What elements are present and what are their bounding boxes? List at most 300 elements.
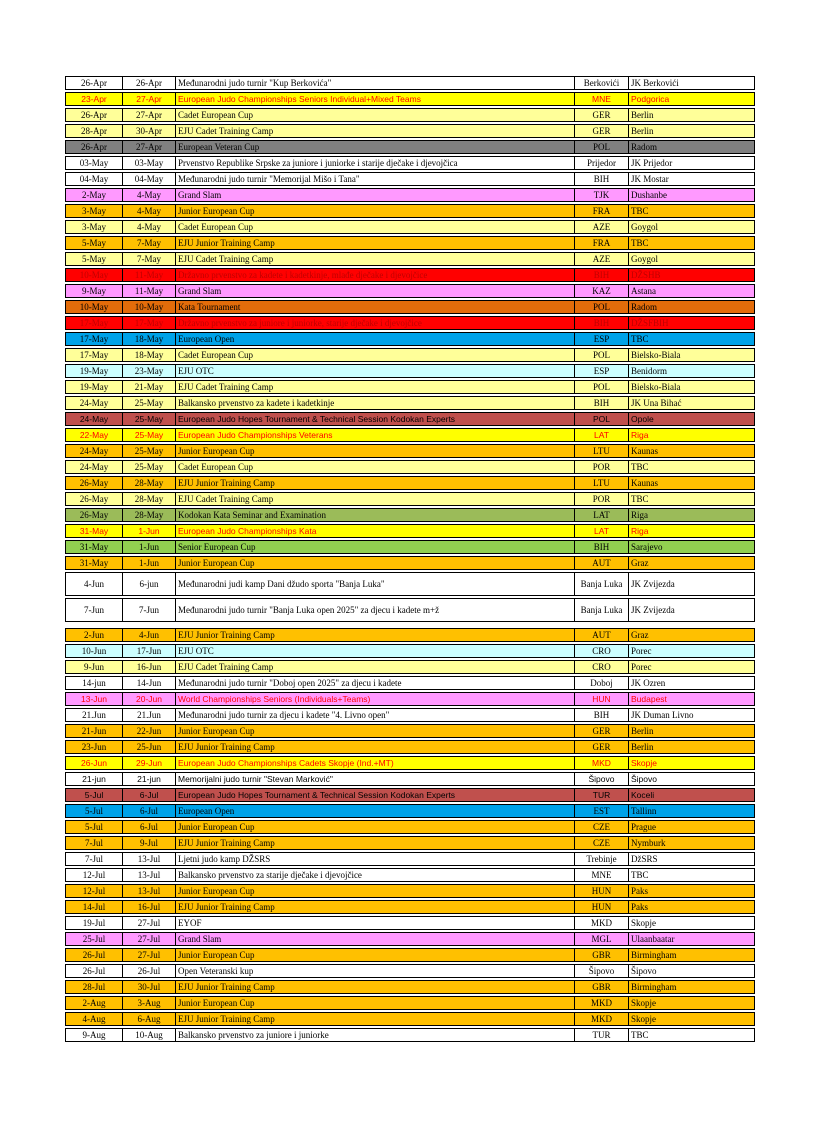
cell-start-date: 7-Jul [65,836,122,850]
cell-city: TBC [628,204,755,218]
cell-city: TBC [628,332,755,346]
cell-event-name: Međunarodni judo turnir "Banja Luka open 2025" za djecu i kadete m+ž [175,598,574,622]
cell-event-name: Grand Slam [175,284,574,298]
cell-event-name: Državno prvenstvo za kadete i kadetkinje, mlađe dječake i djevojčice [175,268,574,282]
cell-start-date: 22-May [65,428,122,442]
cell-start-date: 4-Jun [65,572,122,596]
cell-country: FRA [574,236,628,250]
cell-start-date: 04-May [65,172,122,186]
cell-start-date: 5-Jul [65,788,122,802]
cell-start-date: 10-Jun [65,644,122,658]
cell-start-date: 17-May [65,316,122,330]
table-row [65,660,755,674]
cell-event-name: European Judo Hopes Tournament & Technical Session Kodokan Experts [175,788,574,802]
cell-city: Goygol [628,220,755,234]
table-row [65,300,755,314]
table-row [65,788,755,802]
cell-city: Skopje [628,1012,755,1026]
cell-country: AUT [574,556,628,570]
cell-country: Prijedor [574,156,628,170]
cell-start-date: 21.Jun [65,708,122,722]
table-row [65,140,755,154]
cell-end-date: 25-Jun [122,740,175,754]
cell-start-date: 25-Jul [65,932,122,946]
table-row [65,252,755,266]
cell-start-date: 5-May [65,252,122,266]
cell-country: CZE [574,836,628,850]
cell-end-date: 10-Aug [122,1028,175,1042]
cell-end-date: 29-Jun [122,756,175,770]
cell-event-name: Junior European Cup [175,996,574,1010]
cell-event-name: Kata Tournament [175,300,574,314]
cell-city: Ulaanbaatar [628,932,755,946]
cell-end-date: 25-May [122,412,175,426]
table-row [65,948,755,962]
table-row [65,1028,755,1042]
cell-country: POL [574,380,628,394]
cell-start-date: 19-Jul [65,916,122,930]
cell-event-name: EJU Junior Training Camp [175,900,574,914]
cell-start-date: 7-Jul [65,852,122,866]
cell-start-date: 13-Jun [65,692,122,706]
cell-end-date: 1-Jun [122,540,175,554]
cell-start-date: 17-May [65,332,122,346]
cell-start-date: 12-Jul [65,868,122,882]
cell-end-date: 7-Jun [122,598,175,622]
cell-event-name: European Open [175,332,574,346]
cell-start-date: 26-Jul [65,964,122,978]
cell-start-date: 26-Jun [65,756,122,770]
cell-country: TUR [574,1028,628,1042]
cell-event-name: Međunarodni judo turnir za djecu i kadete "4. Livno open" [175,708,574,722]
cell-country: TUR [574,788,628,802]
cell-city: JK Prijedor [628,156,755,170]
cell-end-date: 26-Apr [122,76,175,90]
cell-event-name: Junior European Cup [175,820,574,834]
cell-country: POL [574,140,628,154]
cell-event-name: EJU OTC [175,644,574,658]
cell-event-name: EJU Cadet Training Camp [175,380,574,394]
cell-end-date: 03-May [122,156,175,170]
cell-event-name: EJU Junior Training Camp [175,1012,574,1026]
cell-country: BIH [574,708,628,722]
cell-end-date: 25-May [122,460,175,474]
cell-event-name: Međunarodni judi kamp Dani džudo sporta "Banja Luka" [175,572,574,596]
cell-start-date: 28-Jul [65,980,122,994]
cell-city: JK Mostar [628,172,755,186]
cell-start-date: 5-Jul [65,804,122,818]
table-row [65,124,755,138]
table-row [65,108,755,122]
table-row [65,364,755,378]
cell-event-name: EJU Cadet Training Camp [175,124,574,138]
cell-event-name: EJU Junior Training Camp [175,476,574,490]
cell-city: Šipovo [628,964,755,978]
cell-city: TBC [628,236,755,250]
cell-start-date: 4-Aug [65,1012,122,1026]
cell-end-date: 16-Jun [122,660,175,674]
cell-country: CRO [574,660,628,674]
cell-country: Banja Luka [574,572,628,596]
cell-start-date: 10-May [65,268,122,282]
table-row [65,628,755,642]
cell-start-date: 23-Apr [65,92,122,106]
cell-start-date: 26-Apr [65,140,122,154]
cell-country: LAT [574,524,628,538]
cell-country: BIH [574,172,628,186]
table-row [65,820,755,834]
cell-event-name: Grand Slam [175,932,574,946]
cell-end-date: 18-May [122,348,175,362]
cell-city: Astana [628,284,755,298]
cell-end-date: 21-May [122,380,175,394]
table-row [65,676,755,690]
cell-start-date: 5-Jul [65,820,122,834]
cell-city: Radom [628,140,755,154]
cell-country: CRO [574,644,628,658]
cell-end-date: 27-Jul [122,932,175,946]
cell-city: Riga [628,428,755,442]
cell-start-date: 9-Jun [65,660,122,674]
cell-city: Graz [628,628,755,642]
cell-event-name: European Judo Championships Kata [175,524,574,538]
cell-start-date: 24-May [65,460,122,474]
cell-city: TBC [628,460,755,474]
cell-city: Berlin [628,124,755,138]
cell-end-date: 4-May [122,220,175,234]
cell-country: HUN [574,900,628,914]
cell-city: JK Una Bihać [628,396,755,410]
cell-start-date: 26-May [65,492,122,506]
table-row [65,836,755,850]
cell-country: POL [574,348,628,362]
cell-event-name: Međunarodni judo turnir "Doboj open 2025" za djecu i kadete [175,676,574,690]
cell-start-date: 9-May [65,284,122,298]
cell-city: Skopje [628,756,755,770]
table-row [65,980,755,994]
row-spacer-cell [65,624,755,626]
cell-start-date: 3-May [65,220,122,234]
table-row [65,804,755,818]
table-row [65,268,755,282]
cell-country: GER [574,108,628,122]
cell-city: Birmingham [628,980,755,994]
table-row [65,644,755,658]
cell-country: ESP [574,364,628,378]
cell-event-name: Balkansko prvenstvo za juniore i juniorke [175,1028,574,1042]
table-row [65,428,755,442]
cell-country: LTU [574,476,628,490]
table-row [65,772,755,786]
cell-end-date: 27-Apr [122,108,175,122]
cell-event-name: Junior European Cup [175,556,574,570]
cell-end-date: 17-May [122,316,175,330]
table-row [65,220,755,234]
cell-start-date: 24-May [65,412,122,426]
cell-country: HUN [574,692,628,706]
table-row [65,540,755,554]
cell-event-name: EJU Cadet Training Camp [175,660,574,674]
cell-city: Bielsko-Biala [628,380,755,394]
table-row [65,476,755,490]
cell-end-date: 30-Jul [122,980,175,994]
cell-event-name: European Veteran Cup [175,140,574,154]
table-row [65,332,755,346]
table-row [65,852,755,866]
cell-event-name: EJU Junior Training Camp [175,628,574,642]
table-row [65,932,755,946]
cell-city: Bielsko-Biala [628,348,755,362]
cell-country: MNE [574,868,628,882]
cell-end-date: 04-May [122,172,175,186]
cell-city: Berlin [628,740,755,754]
table-row [65,236,755,250]
table-row [65,708,755,722]
cell-city: Berlin [628,108,755,122]
cell-event-name: Međunarodni judo turnir "Kup Berkovića" [175,76,574,90]
cell-city: Goygol [628,252,755,266]
cell-event-name: World Championships Seniors (Individuals+Teams) [175,692,574,706]
cell-end-date: 27-Apr [122,92,175,106]
cell-end-date: 23-May [122,364,175,378]
cell-end-date: 11-May [122,268,175,282]
cell-city: Riga [628,524,755,538]
cell-start-date: 21-jun [65,772,122,786]
cell-country: Šipovo [574,964,628,978]
cell-end-date: 13-Jul [122,852,175,866]
cell-country: BIH [574,316,628,330]
cell-city: Podgorica [628,92,755,106]
cell-end-date: 27-Apr [122,140,175,154]
cell-country: FRA [574,204,628,218]
cell-end-date: 3-Aug [122,996,175,1010]
cell-start-date: 31-May [65,556,122,570]
cell-end-date: 13-Jul [122,884,175,898]
cell-end-date: 25-May [122,396,175,410]
table-row [65,692,755,706]
cell-country: CZE [574,820,628,834]
cell-event-name: Junior European Cup [175,444,574,458]
cell-event-name: Međunarodni judo turnir "Memorijal Mišo i Tana" [175,172,574,186]
cell-city: Prague [628,820,755,834]
cell-end-date: 7-May [122,252,175,266]
cell-start-date: 26-May [65,476,122,490]
cell-end-date: 1-Jun [122,556,175,570]
cell-country: GER [574,740,628,754]
cell-city: Šipovo [628,772,755,786]
cell-city: JK Duman Livno [628,708,755,722]
cell-end-date: 26-Jul [122,964,175,978]
cell-city: Birmingham [628,948,755,962]
cell-event-name: Ljetni judo kamp DŽSRS [175,852,574,866]
cell-start-date: 26-Apr [65,108,122,122]
cell-city: Budapest [628,692,755,706]
cell-city: TBC [628,1028,755,1042]
cell-city: Berlin [628,724,755,738]
cell-country: POL [574,412,628,426]
cell-country: GBR [574,948,628,962]
cell-end-date: 6-jun [122,572,175,596]
cell-start-date: 2-May [65,188,122,202]
cell-end-date: 6-Jul [122,804,175,818]
cell-event-name: Cadet European Cup [175,348,574,362]
cell-city: DŽSFBIH [628,316,755,330]
cell-country: HUN [574,884,628,898]
cell-event-name: EJU Cadet Training Camp [175,252,574,266]
cell-city: Porec [628,644,755,658]
cell-start-date: 17-May [65,348,122,362]
table-row [65,868,755,882]
cell-country: MKD [574,1012,628,1026]
cell-event-name: European Judo Championships Cadets Skopje (Ind.+MT) [175,756,574,770]
cell-event-name: Državno prvenstvo za juniore i juniorke, starije dječake i djevojčice [175,316,574,330]
cell-end-date: 28-May [122,492,175,506]
cell-event-name: Cadet European Cup [175,460,574,474]
cell-event-name: European Judo Hopes Tournament & Technical Session Kodokan Experts [175,412,574,426]
cell-country: TJK [574,188,628,202]
cell-start-date: 14-jun [65,676,122,690]
cell-city: Sarajevo [628,540,755,554]
cell-city: Benidorm [628,364,755,378]
cell-end-date: 16-Jul [122,900,175,914]
cell-city: DŽSHB [628,268,755,282]
table-row [65,492,755,506]
cell-country: EST [574,804,628,818]
cell-event-name: Balkansko prvenstvo za starije dječake i djevojčice [175,868,574,882]
cell-event-name: Grand Slam [175,188,574,202]
cell-end-date: 27-Jul [122,948,175,962]
table-row [65,156,755,170]
table-row [65,964,755,978]
cell-end-date: 17-Jun [122,644,175,658]
cell-event-name: European Open [175,804,574,818]
cell-event-name: EJU Junior Training Camp [175,980,574,994]
cell-city: Koceli [628,788,755,802]
cell-end-date: 21.Jun [122,708,175,722]
cell-city: Nymburk [628,836,755,850]
cell-country: BIH [574,268,628,282]
table-row [65,316,755,330]
cell-end-date: 11-May [122,284,175,298]
cell-city: Dushanbe [628,188,755,202]
cell-city: JK Zvijezda [628,598,755,622]
table-row [65,916,755,930]
row-spacer [65,624,755,626]
cell-end-date: 20-Jun [122,692,175,706]
cell-start-date: 31-May [65,540,122,554]
events-table-body [65,76,755,1042]
cell-start-date: 21-Jun [65,724,122,738]
cell-city: Porec [628,660,755,674]
cell-country: GBR [574,980,628,994]
cell-end-date: 28-May [122,508,175,522]
cell-start-date: 26-Jul [65,948,122,962]
cell-start-date: 12-Jul [65,884,122,898]
cell-end-date: 27-Jul [122,916,175,930]
cell-start-date: 10-May [65,300,122,314]
cell-city: Skopje [628,996,755,1010]
cell-city: Kaunas [628,444,755,458]
cell-country: MKD [574,996,628,1010]
cell-start-date: 14-Jul [65,900,122,914]
cell-city: JK Berkovići [628,76,755,90]
table-row [65,172,755,186]
cell-country: LAT [574,508,628,522]
cell-start-date: 24-May [65,396,122,410]
cell-city: JK Ozren [628,676,755,690]
table-row [65,884,755,898]
table-row [65,396,755,410]
cell-event-name: Cadet European Cup [175,108,574,122]
cell-end-date: 28-May [122,476,175,490]
cell-event-name: EJU Junior Training Camp [175,836,574,850]
cell-start-date: 28-Apr [65,124,122,138]
table-row [65,188,755,202]
table-row [65,900,755,914]
cell-country: MKD [574,756,628,770]
cell-country: Berkovići [574,76,628,90]
cell-country: POR [574,460,628,474]
cell-city: DžSRS [628,852,755,866]
cell-country: LTU [574,444,628,458]
cell-event-name: EJU Cadet Training Camp [175,492,574,506]
cell-end-date: 9-Jul [122,836,175,850]
cell-end-date: 4-May [122,188,175,202]
cell-end-date: 6-Jul [122,788,175,802]
cell-city: Opole [628,412,755,426]
table-row [65,1012,755,1026]
table-row [65,76,755,90]
cell-country: BIH [574,396,628,410]
table-row [65,740,755,754]
table-row [65,598,755,622]
cell-end-date: 22-Jun [122,724,175,738]
cell-city: Skopje [628,916,755,930]
cell-event-name: Junior European Cup [175,884,574,898]
cell-city: Riga [628,508,755,522]
cell-event-name: Memorijalni judo turnir "Stevan Marković" [175,772,574,786]
cell-country: MKD [574,916,628,930]
cell-country: MGL [574,932,628,946]
cell-event-name: Open Veteranski kup [175,964,574,978]
cell-country: LAT [574,428,628,442]
table-row [65,460,755,474]
cell-country: KAZ [574,284,628,298]
table-row [65,572,755,596]
cell-event-name: EJU Junior Training Camp [175,740,574,754]
cell-start-date: 23-Jun [65,740,122,754]
cell-start-date: 5-May [65,236,122,250]
cell-city: Graz [628,556,755,570]
cell-event-name: Senior European Cup [175,540,574,554]
table-row [65,756,755,770]
cell-start-date: 2-Jun [65,628,122,642]
table-row [65,380,755,394]
cell-city: Kaunas [628,476,755,490]
cell-event-name: EYOF [175,916,574,930]
cell-end-date: 25-May [122,428,175,442]
table-row [65,92,755,106]
table-row [65,348,755,362]
cell-end-date: 25-May [122,444,175,458]
cell-end-date: 7-May [122,236,175,250]
cell-start-date: 31-May [65,524,122,538]
cell-country: Doboj [574,676,628,690]
cell-city: Radom [628,300,755,314]
cell-end-date: 4-May [122,204,175,218]
cell-country: Trebinje [574,852,628,866]
cell-city: JK Zvijezda [628,572,755,596]
